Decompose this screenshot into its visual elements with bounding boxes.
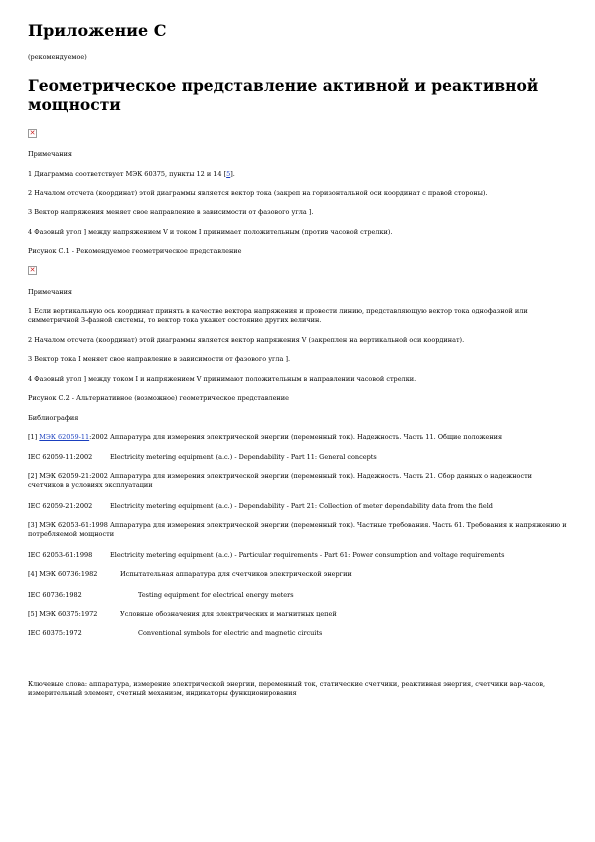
appendix-heading: Геометрическое представление активной и реактивной мощности	[28, 76, 539, 114]
bibliography-ref-number: [1]	[28, 433, 40, 441]
bibliography-title: Библиография	[28, 414, 79, 422]
figure2-notes-label: Примечания	[28, 288, 73, 296]
bibliography-link[interactable]: МЭК 62059-11	[39, 433, 90, 441]
bibliography-code: [4] МЭК 60736:1982	[28, 570, 98, 578]
bibliography-entry	[28, 591, 568, 600]
bibliography-code: [2] МЭК 62059-21:2002	[28, 472, 108, 480]
bibliography-code: IEC 60736:1982	[28, 591, 82, 599]
bibliography-text: Electricity metering equipment (a.c.) - Particular requirements - Part 61: Power consumption and voltage requirements	[110, 551, 505, 559]
bibliography-text: Conventional symbols for electric and magnetic circuits	[138, 629, 323, 637]
bibliography-text: Electricity metering equipment (a.c.) - Dependability - Part 21: Collection of meter dependability data from the field	[110, 502, 493, 510]
figure2-note-3: 3 Вектор тока I меняет свое направление в зависимости от фазового угла ].	[28, 355, 291, 363]
bibliography-code: IEC 62053-61:1998	[28, 551, 93, 559]
bibliography-entry	[28, 570, 568, 579]
keywords: Ключевые слова: аппаратура, измерение электрической энергии, переменный ток, статические счетчики, реактивная энергия, счетчики вар-часов, измерительный элемент, счетный механизм, индикаторы функционирования	[28, 680, 546, 697]
figure1-note-1-end: ].	[230, 170, 235, 178]
figure1-notes-label: Примечания	[28, 150, 73, 158]
bibliography-text: Аппаратура для измерения электрической энергии (переменный ток). Надежность. Часть 11. Общие положения	[107, 433, 503, 441]
bibliography-code: IEC 60375:1972	[28, 629, 82, 637]
figure2-caption: Рисунок С.2 - Альтернативное (возможное) геометрическое представление	[28, 394, 289, 402]
broken-image-icon: ✕	[29, 266, 36, 274]
bibliography-entry	[28, 433, 568, 442]
bibliography-code: :2002	[89, 433, 108, 441]
figure2-note-4: 4 Фазовый угол ] между током I и напряжением V принимают положительным в направлении часовой стрелки.	[28, 375, 417, 383]
bibliography-text: Electricity metering equipment (a.c.) - Dependability - Part 11: General concepts	[110, 453, 377, 461]
bibliography-text: Аппаратура для измерения электрической энергии (переменный ток). Надежность. Часть 21. Сбор данных о надежности счетчиков в условиях эксплуатации	[28, 472, 533, 489]
bibliography-entry	[28, 521, 568, 539]
bibliography-entry	[28, 502, 568, 511]
bibliography-entry	[28, 629, 568, 638]
bibliography-code: IEC 62059-21:2002	[28, 502, 93, 510]
figure2-note-1: 1 Если вертикальную ось координат принять в качестве вектора напряжения и провести линию, представляющую вектор тока однофазной или симметричной 3-фазной системы, то вектор тока укажет состояние других величин.	[28, 307, 528, 324]
bibliography-entry	[28, 472, 568, 490]
appendix-title: Приложение С	[28, 21, 167, 40]
figure1-note-1-text: 1 Диаграмма соответствует МЭК 60375, пункты 12 и 14 [	[28, 170, 227, 178]
broken-image-icon: ✕	[29, 129, 36, 137]
bibliography-entry	[28, 453, 568, 462]
bibliography-entry	[28, 551, 568, 560]
bibliography-text: Аппаратура для измерения электрической энергии (переменный ток). Частные требования. Часть 61. Требования к напряжению и потребляемой мощности	[28, 521, 567, 538]
figure1-caption: Рисунок С.1 - Рекомендуемое геометрическое представление	[28, 247, 242, 255]
bibliography-text: Условные обозначения для электрических и магнитных цепей	[120, 610, 337, 618]
figure1-note-4: 4 Фазовый угол ] между напряжением V и током I принимает положительным (против часовой стрелки).	[28, 228, 393, 236]
bibliography-code: [3] МЭК 62053-61:1998	[28, 521, 108, 529]
figure2-note-2: 2 Началом отсчета (координат) этой диаграммы является вектор напряжения V (закреплен на вертикальной оси координат).	[28, 336, 465, 344]
figure1-note-3: 3 Вектор напряжения меняет свое направление в зависимости от фазового угла ].	[28, 208, 314, 216]
figure1-note-2: 2 Началом отсчета (координат) этой диаграммы является вектор тока (закреп на горизонтальной оси координат с правой стороны).	[28, 189, 488, 197]
figure1-note-1	[28, 170, 568, 179]
bibliography-text: Испытательная аппаратура для счетчиков электрической энергии	[120, 570, 352, 578]
reference-link-5[interactable]: 5	[226, 170, 231, 178]
bibliography-code: IEC 62059-11:2002	[28, 453, 93, 461]
bibliography-code: [5] МЭК 60375:1972	[28, 610, 98, 618]
appendix-subtitle: (рекомендуемое)	[28, 53, 87, 61]
bibliography-entry	[28, 610, 568, 619]
bibliography-text: Testing equipment for electrical energy meters	[138, 591, 294, 599]
